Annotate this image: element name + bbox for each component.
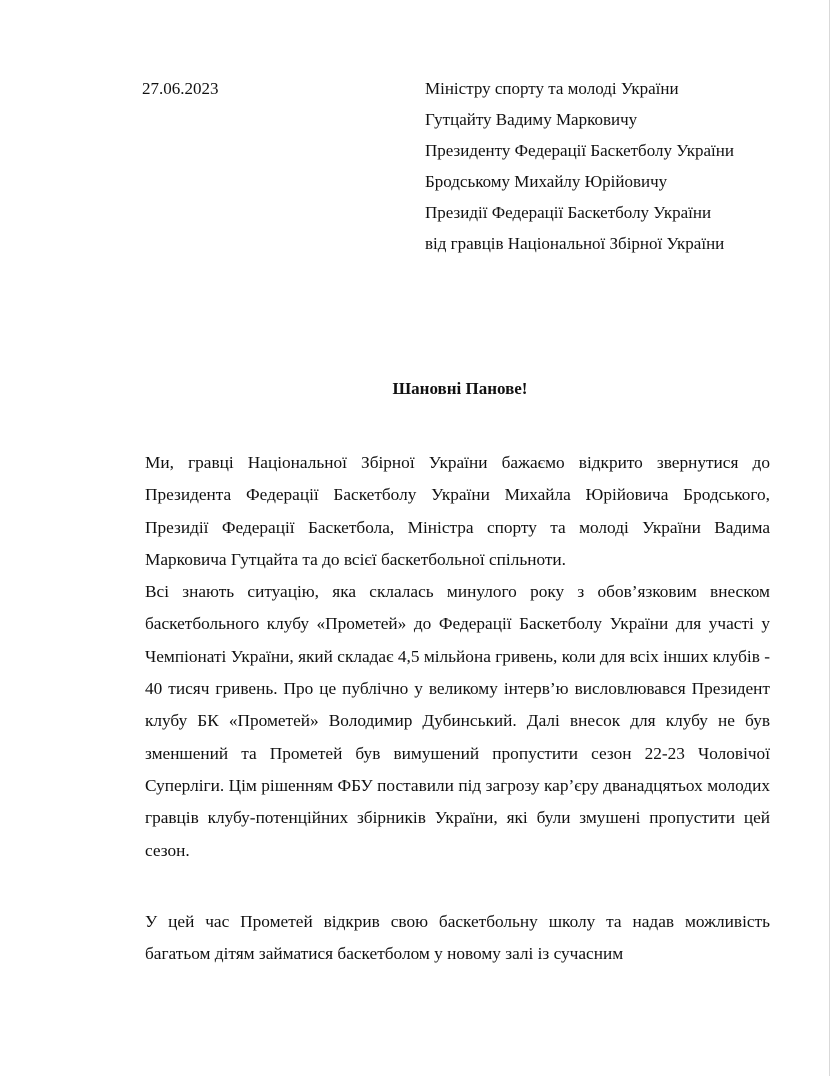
addressee-line: Президії Федерації Баскетболу України <box>425 203 712 222</box>
addressee-line: Президенту Федерації Баскетболу України <box>425 141 734 160</box>
addressee-line: Бродському Михайлу Юрійовичу <box>425 172 668 191</box>
body-paragraph: Всі знають ситуацію, яка склалась минулого року з обов’язковим внеском баскетбольного клубу «Прометей» до Федерації Баскетболу України для участі у Чемпіонаті України, який складає 4,5 мільйона гривень, коли для всіх інших клубів - 40 тисяч гривень. Про це публічно у великому інтерв’ю висловлювався Президент клубу БК «Прометей» Володимир Дубинський. Далі внесок для клубу не був зменшений та Прометей був вимушений пропустити сезон 22-23 Чоловічої Суперліги. Цім рішенням ФБУ поставили під загрозу кар’єру дванадцятьох молодих гравців клубу-потенційних збірників України, які були змушені пропустити цей сезон. <box>145 582 770 860</box>
body-paragraph: У цей час Прометей відкрив свою баскетбольну школу та надав можливість багатьом дітям займатися баскетболом у новому залі із сучасним <box>145 912 770 964</box>
salutation: Шановні Панове! <box>392 379 528 398</box>
addressee-line: Гутцайту Вадиму Марковичу <box>425 110 638 129</box>
letter-body-continued <box>145 906 770 971</box>
addressee-line: від гравців Національної Збірної України <box>425 234 725 253</box>
letter-body <box>145 447 770 867</box>
addressee-block <box>425 78 805 264</box>
addressee-line: Міністру спорту та молоді України <box>425 79 679 98</box>
body-paragraph: Ми, гравці Національної Збірної України бажаємо відкрито звернутися до Президента Федерації Баскетболу України Михайла Юрійовича Бродського, Президії Федерації Баскетбола, Міністра спорту та молоді України Вадима Марковича Гутцайта та до всієї баскетбольної спільноти. <box>145 453 770 569</box>
letter-date: 27.06.2023 <box>142 79 219 98</box>
